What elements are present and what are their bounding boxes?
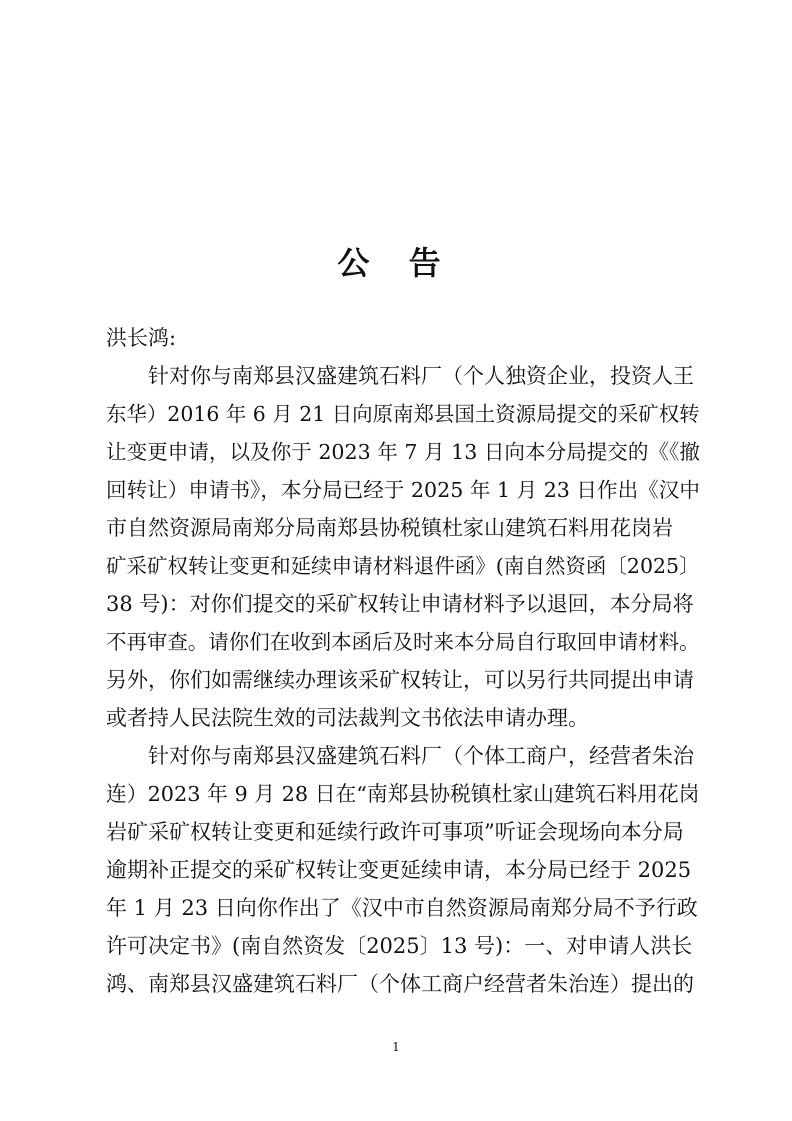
paragraph-line: 连）2023 年 9 月 28 日在“南郑县协税镇杜家山建筑石料用花岗 (106, 782, 700, 806)
paragraph-line: 针对你与南郑县汉盛建筑石料厂（个体工商户，经营者朱治 (148, 744, 694, 768)
paragraph-line: 矿采矿权转让变更和延续申请材料退件函》(南自然资函〔2025〕 (106, 554, 700, 578)
paragraph-line: 38 号)：对你们提交的采矿权转让申请材料予以退回，本分局将 (106, 592, 694, 616)
paragraph-line: 另外，你们如需继续办理该采矿权转让，可以另行共同提出申请 (106, 668, 694, 692)
page-number: 1 (392, 1040, 400, 1054)
paragraph-line: 东华）2016 年 6 月 21 日向原南郑县国土资源局提交的采矿权转 (106, 402, 700, 426)
paragraph-line: 逾期补正提交的采矿权转让变更延续申请，本分局已经于 2025 (106, 858, 692, 882)
paragraph-line: 回转让）申请书》，本分局已经于 2025 年 1 月 23 日作出《汉中 (106, 478, 700, 502)
paragraph-line: 许可决定书》(南自然资发〔2025〕13 号)：一、对申请人洪长 (106, 934, 693, 958)
page-title: 公 告 (337, 244, 455, 282)
paragraph-line: 让变更申请，以及你于 2023 年 7 月 13 日向本分局提交的《《撤 (106, 440, 700, 464)
paragraph-line: 年 1 月 23 日向你作出了《汉中市自然资源局南郑分局不予行政 (106, 896, 698, 920)
paragraph-line: 不再审查。请你们在收到本函后及时来本分局自行取回申请材料。 (106, 630, 700, 654)
paragraph-line: 鸿、南郑县汉盛建筑石料厂（个体工商户经营者朱治连）提出的 (106, 972, 694, 996)
paragraph-line: 或者持人民法院生效的司法裁判文书依法申请办理。 (106, 706, 589, 730)
paragraph-line: 针对你与南郑县汉盛建筑石料厂（个人独资企业，投资人王 (148, 364, 694, 388)
paragraph-line: 岩矿采矿权转让变更和延续行政许可事项”听证会现场向本分局 (106, 820, 684, 844)
paragraph-line: 市自然资源局南郑分局南郑县协税镇杜家山建筑石料用花岗岩 (106, 516, 673, 540)
salutation: 洪长鸿: (106, 326, 177, 350)
